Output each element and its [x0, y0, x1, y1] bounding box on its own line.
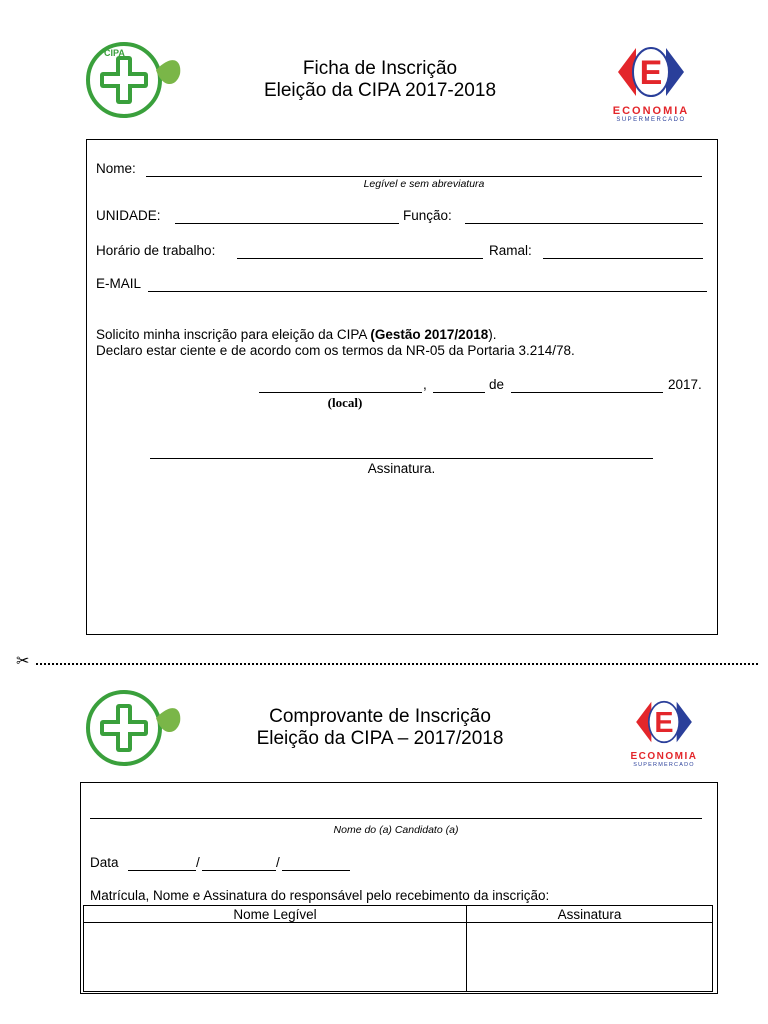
- data-year-field[interactable]: [282, 870, 350, 871]
- responsible-label: Matrícula, Nome e Assinatura do responsável pelo recebimento da inscrição:: [90, 888, 550, 903]
- economia-name: ECONOMIA: [612, 105, 690, 117]
- signature-label: Assinatura.: [367, 461, 436, 476]
- candidate-hint: Nome do (a) Candidato (a): [333, 824, 459, 836]
- receipt-title: Comprovante de Inscrição: [269, 706, 491, 727]
- month-field[interactable]: [511, 392, 663, 393]
- request-text: Solicito minha inscrição para eleição da CIPA (Gestão 2017/2018).: [96, 327, 497, 342]
- economia-sub-bottom: SUPERMERCADO: [633, 762, 695, 768]
- candidate-name-field[interactable]: [90, 818, 702, 819]
- declaration-text: Declaro estar ciente e de acordo com os termos da NR-05 da Portaria 3.214/78.: [96, 343, 575, 358]
- email-label: E-MAIL: [96, 276, 142, 291]
- economia-logo-bottom: [626, 698, 702, 768]
- data-label: Data: [90, 855, 119, 870]
- header-nome-legivel: Nome Legível: [84, 906, 467, 923]
- date-de: de: [489, 377, 505, 392]
- assinatura-cell[interactable]: [467, 923, 713, 992]
- local-label: (local): [327, 395, 363, 410]
- data-sep-1: /: [196, 855, 200, 870]
- unidade-field[interactable]: [175, 223, 399, 224]
- day-field[interactable]: [433, 392, 485, 393]
- date-comma: ,: [423, 377, 427, 392]
- horario-field[interactable]: [237, 258, 483, 259]
- nome-field[interactable]: [146, 176, 702, 177]
- svg-text:E: E: [654, 707, 674, 740]
- receipt-subtitle: Eleição da CIPA – 2017/2018: [256, 728, 504, 749]
- ramal-field[interactable]: [543, 258, 703, 259]
- economia-logo-top: [606, 44, 696, 126]
- horario-label: Horário de trabalho:: [96, 243, 216, 258]
- signature-field[interactable]: [150, 458, 653, 459]
- form-title: Ficha de Inscrição: [302, 58, 458, 79]
- funcao-field[interactable]: [465, 223, 703, 224]
- date-year: 2017.: [668, 377, 702, 392]
- cipa-logo-top: [84, 40, 184, 120]
- cipa-logo-bottom: [84, 688, 184, 768]
- header-assinatura: Assinatura: [467, 906, 713, 923]
- nome-hint: Legível e sem abreviatura: [363, 178, 485, 190]
- nome-label: Nome:: [96, 161, 136, 176]
- scissors-icon: ✂: [16, 653, 30, 670]
- funcao-label: Função:: [403, 208, 452, 223]
- nome-legivel-cell[interactable]: [84, 923, 467, 992]
- economia-sub: SUPERMERCADO: [616, 117, 686, 123]
- cipa-logo-text: CIPA: [104, 48, 125, 58]
- economia-name-bottom: ECONOMIA: [630, 751, 698, 762]
- svg-text:E: E: [639, 54, 663, 92]
- local-field[interactable]: [259, 392, 422, 393]
- form-subtitle: Eleição da CIPA 2017-2018: [263, 80, 497, 101]
- registration-form-box: [86, 139, 718, 635]
- ramal-label: Ramal:: [489, 243, 532, 258]
- unidade-label: UNIDADE:: [96, 208, 161, 223]
- data-day-field[interactable]: [128, 870, 196, 871]
- email-field[interactable]: [148, 291, 707, 292]
- data-month-field[interactable]: [202, 870, 276, 871]
- data-sep-2: /: [276, 855, 280, 870]
- receipt-table: [83, 905, 713, 992]
- cut-line: [36, 663, 758, 665]
